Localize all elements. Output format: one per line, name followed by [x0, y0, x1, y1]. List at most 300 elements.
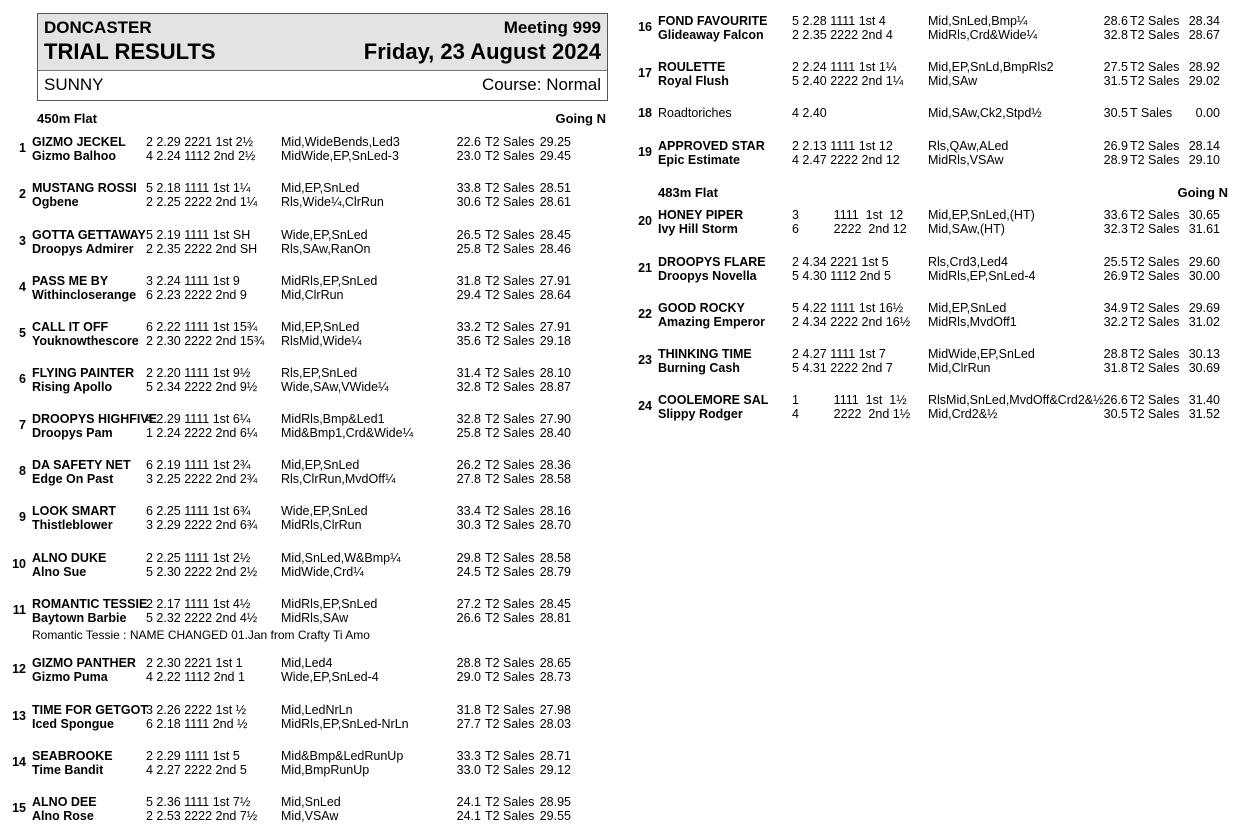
- runner-name: TIME FOR GETGOT: [32, 703, 148, 717]
- trial-type: T2 Sales: [485, 551, 535, 565]
- trial-type: T2 Sales: [1130, 153, 1180, 167]
- runner-name: Gizmo Puma: [32, 670, 108, 684]
- race-number: 5: [19, 326, 26, 340]
- race-comment: Mid,SnLed,Bmp¼: [928, 14, 1028, 28]
- trial-type: T2 Sales: [485, 366, 535, 380]
- runner-name: Droopys Pam: [32, 426, 113, 440]
- trap-time-data: 2 2.13 1111 1st 12: [792, 139, 893, 153]
- trial-type: T2 Sales: [485, 703, 535, 717]
- trial-type: T2 Sales: [485, 717, 535, 731]
- race-number: 6: [19, 372, 26, 386]
- race-comment: Mid,Crd2&½: [928, 407, 998, 421]
- runner-name: CALL IT OFF: [32, 320, 109, 334]
- race-number: 22: [638, 307, 652, 321]
- race-number: 8: [19, 464, 26, 478]
- race-comment: Rls,QAw,ALed: [928, 139, 1009, 153]
- run-time: 28.58: [539, 472, 571, 486]
- trap-time-data: 4 2.40: [792, 106, 827, 120]
- runner-name: Youknowthescore: [32, 334, 139, 348]
- runner-name: Epic Estimate: [658, 153, 740, 167]
- trap-time-data: 5 2.19 1111 1st SH: [146, 228, 251, 242]
- trap-time-data: 2 2.53 2222 2nd 7½: [146, 809, 258, 823]
- run-time: 28.65: [539, 656, 571, 670]
- race-comment: MidRls,VSAw: [928, 153, 1004, 167]
- race-number: 7: [19, 418, 26, 432]
- section-going: Going N: [1177, 185, 1228, 200]
- sectional-time: 29.0: [456, 670, 481, 684]
- trap-time-data: 2 2.25 1111 1st 2½: [146, 551, 251, 565]
- section-483m-header: [658, 185, 1228, 201]
- sectional-time: 30.6: [456, 195, 481, 209]
- trap-time-data: 4 2.27 2222 2nd 5: [146, 763, 247, 777]
- sectional-time: 32.3: [1103, 222, 1128, 236]
- trial-type: T2 Sales: [485, 426, 535, 440]
- sectional-time: 33.2: [456, 320, 481, 334]
- runner-name: Edge On Past: [32, 472, 114, 486]
- run-time: 28.10: [539, 366, 571, 380]
- race-comment: Mid,SAw,(HT): [928, 222, 1005, 236]
- run-time: 30.13: [1188, 347, 1220, 361]
- sectional-time: 25.8: [456, 426, 481, 440]
- run-time: 31.61: [1188, 222, 1220, 236]
- trap-time-data: 3 2.24 1111 1st 9: [146, 274, 240, 288]
- header-title-band: [38, 14, 607, 71]
- weather: SUNNY: [44, 75, 104, 94]
- race-comment: Mid,SAw,Ck2,Stpd½: [928, 106, 1042, 120]
- run-time: 28.95: [539, 795, 571, 809]
- trial-type: T2 Sales: [485, 228, 535, 242]
- trap-time-data: 5 4.22 1111 1st 16½: [792, 301, 904, 315]
- runner-name: Baytown Barbie: [32, 611, 127, 625]
- race-comment: Mid,SnLed,W&Bmp¼: [281, 551, 401, 565]
- trap-time-data: 6 2222 2nd 12: [792, 222, 907, 236]
- race-comment: Rls,Crd3,Led4: [928, 255, 1008, 269]
- run-time: 31.52: [1188, 407, 1220, 421]
- sectional-time: 28.6: [1103, 14, 1128, 28]
- trial-type: T2 Sales: [485, 763, 535, 777]
- run-time: 29.10: [1188, 153, 1220, 167]
- trial-type: T2 Sales: [485, 149, 535, 163]
- runner-name: PASS ME BY: [32, 274, 109, 288]
- trap-time-data: 5 4.31 2222 2nd 7: [792, 361, 893, 375]
- section-450m-header: [37, 111, 606, 127]
- trap-time-data: 2 2.24 1111 1st 1¼: [792, 60, 897, 74]
- sectional-time: 27.2: [456, 597, 481, 611]
- runner-name: ALNO DUKE: [32, 551, 107, 565]
- sectional-time: 22.6: [456, 135, 481, 149]
- runner-name: Ivy Hill Storm: [658, 222, 738, 236]
- sectional-time: 24.1: [456, 795, 481, 809]
- run-time: 28.61: [539, 195, 571, 209]
- name-change-note: Romantic Tessie : NAME CHANGED 01.Jan from Crafty Ti Amo: [32, 628, 370, 642]
- run-time: 28.51: [539, 181, 571, 195]
- results-header: [37, 13, 608, 101]
- race-number: 13: [12, 709, 26, 723]
- race-comment: MidWide,EP,SnLed: [928, 347, 1035, 361]
- race-number: 3: [19, 234, 26, 248]
- race-comment: MidRls,Crd&Wide¼: [928, 28, 1038, 42]
- runner-name: LOOK SMART: [32, 504, 117, 518]
- trial-type: T2 Sales: [485, 242, 535, 256]
- race-comment: MidWide,EP,SnLed-3: [281, 149, 399, 163]
- trap-time-data: 5 2.28 1111 1st 4: [792, 14, 886, 28]
- race-comment: Mid,EP,SnLed: [928, 301, 1007, 315]
- run-time: 27.98: [539, 703, 571, 717]
- trap-time-data: 4 2.47 2222 2nd 12: [792, 153, 900, 167]
- trap-time-data: 6 2.23 2222 2nd 9: [146, 288, 247, 302]
- race-number: 24: [638, 399, 652, 413]
- runner-name: MUSTANG ROSSI: [32, 181, 137, 195]
- race-comment: Rls,EP,SnLed: [281, 366, 358, 380]
- race-comment: Mid,SnLed: [281, 795, 341, 809]
- trap-time-data: 2 2.35 2222 2nd 4: [792, 28, 893, 42]
- run-time: 28.40: [539, 426, 571, 440]
- sectional-time: 31.5: [1103, 74, 1128, 88]
- race-comment: Mid,VSAw: [281, 809, 339, 823]
- run-time: 27.90: [539, 412, 571, 426]
- runner-name: FLYING PAINTER: [32, 366, 135, 380]
- sectional-time: 27.8: [456, 472, 481, 486]
- race-number: 14: [12, 755, 26, 769]
- trial-type: T2 Sales: [485, 458, 535, 472]
- race-number: 1: [19, 141, 26, 155]
- run-time: 27.91: [539, 274, 571, 288]
- trap-time-data: 6 2.22 1111 1st 15¾: [146, 320, 258, 334]
- run-time: 28.92: [1188, 60, 1220, 74]
- runner-name: FOND FAVOURITE: [658, 14, 768, 28]
- runner-name: Burning Cash: [658, 361, 740, 375]
- run-time: 28.81: [539, 611, 571, 625]
- race-number: 4: [19, 280, 26, 294]
- run-time: 30.00: [1188, 269, 1220, 283]
- race-comment: MidRls,EP,SnLed-NrLn: [281, 717, 409, 731]
- run-time: 29.55: [539, 809, 571, 823]
- runner-name: COOLEMORE SAL: [658, 393, 769, 407]
- trial-type: T2 Sales: [485, 380, 535, 394]
- runner-name: APPROVED STAR: [658, 139, 765, 153]
- trap-time-data: 2 2.35 2222 2nd SH: [146, 242, 258, 256]
- trial-type: T2 Sales: [485, 181, 535, 195]
- trap-time-data: 5 2.36 1111 1st 7½: [146, 795, 251, 809]
- trial-type: T2 Sales: [485, 195, 535, 209]
- race-comment: MidRls,Bmp&Led1: [281, 412, 385, 426]
- trial-type: T2 Sales: [485, 611, 535, 625]
- trap-time-data: 2 4.27 1111 1st 7: [792, 347, 886, 361]
- runner-name: Thistleblower: [32, 518, 113, 532]
- trap-time-data: 3 1111 1st 12: [792, 208, 904, 222]
- run-time: 31.02: [1188, 315, 1220, 329]
- sectional-time: 33.3: [456, 749, 481, 763]
- sectional-time: 30.5: [1103, 106, 1128, 120]
- trial-type: T2 Sales: [1130, 60, 1180, 74]
- runner-name: THINKING TIME: [658, 347, 752, 361]
- race-number: 12: [12, 662, 26, 676]
- trap-time-data: 6 2.25 1111 1st 6¾: [146, 504, 251, 518]
- sectional-time: 32.8: [1103, 28, 1128, 42]
- trial-type: T2 Sales: [485, 795, 535, 809]
- sectional-time: 24.1: [456, 809, 481, 823]
- race-comment: Mid,EP,SnLed: [281, 181, 360, 195]
- trap-time-data: 5 2.18 1111 1st 1¼: [146, 181, 251, 195]
- runner-name: GIZMO PANTHER: [32, 656, 136, 670]
- trial-type: T2 Sales: [485, 135, 535, 149]
- runner-name: ROMANTIC TESSIE: [32, 597, 148, 611]
- trap-time-data: 2 4.34 2221 1st 5: [792, 255, 889, 269]
- run-time: 29.02: [1188, 74, 1220, 88]
- trial-type: T Sales: [1130, 106, 1173, 120]
- trial-type: T2 Sales: [1130, 28, 1180, 42]
- runner-name: Droopys Admirer: [32, 242, 134, 256]
- race-comment: RlsMid,SnLed,MvdOff&Crd2&½26.6: [928, 393, 1128, 407]
- runner-name: Royal Flush: [658, 74, 729, 88]
- sectional-time: 27.5: [1103, 60, 1128, 74]
- sectional-time: 30.5: [1103, 407, 1128, 421]
- sectional-time: 34.9: [1103, 301, 1128, 315]
- run-time: 31.40: [1188, 393, 1220, 407]
- race-comment: Mid,BmpRunUp: [281, 763, 370, 777]
- runner-name: GIZMO JECKEL: [32, 135, 126, 149]
- sectional-time: 31.4: [456, 366, 481, 380]
- sectional-time: 35.6: [456, 334, 481, 348]
- trial-type: T2 Sales: [485, 320, 535, 334]
- runner-name: GOTTA GETTAWAY: [32, 228, 146, 242]
- sectional-time: 23.0: [456, 149, 481, 163]
- run-time: 29.18: [539, 334, 571, 348]
- trial-type: T2 Sales: [485, 334, 535, 348]
- runner-name: Time Bandit: [32, 763, 104, 777]
- trial-type: T2 Sales: [1130, 222, 1180, 236]
- course-condition: Course: Normal: [481, 75, 601, 94]
- trap-time-data: 1 1111 1st 1½: [792, 393, 907, 407]
- race-comment: Wide,EP,SnLed: [281, 228, 368, 242]
- section-title: 483m Flat: [658, 185, 718, 200]
- run-time: 28.45: [539, 597, 571, 611]
- runner-name: Alno Rose: [32, 809, 94, 823]
- section-going: Going N: [555, 111, 606, 126]
- sectional-time: 26.9: [1103, 139, 1128, 153]
- run-time: 29.45: [539, 149, 571, 163]
- sectional-time: 31.8: [456, 274, 481, 288]
- sectional-time: 25.8: [456, 242, 481, 256]
- sectional-time: 31.8: [1103, 361, 1128, 375]
- trial-type: T2 Sales: [485, 597, 535, 611]
- trap-time-data: 2 4.34 2222 2nd 16½: [792, 315, 911, 329]
- runner-name: Droopys Novella: [658, 269, 757, 283]
- runner-name: Glideaway Falcon: [658, 28, 764, 42]
- run-time: 28.46: [539, 242, 571, 256]
- run-time: 28.58: [539, 551, 571, 565]
- trap-time-data: 5 4.30 1112 2nd 5: [792, 269, 891, 283]
- sectional-time: 29.4: [456, 288, 481, 302]
- trap-time-data: 4 2.24 1112 2nd 2½: [146, 149, 256, 163]
- run-time: 28.03: [539, 717, 571, 731]
- run-time: 30.65: [1188, 208, 1220, 222]
- trap-time-data: 2 2.29 1111 1st 5: [146, 749, 240, 763]
- runner-name: Rising Apollo: [32, 380, 113, 394]
- trial-type: T2 Sales: [485, 749, 535, 763]
- trial-type: T2 Sales: [1130, 361, 1180, 375]
- trap-time-data: 1 2.24 2222 2nd 6¼: [146, 426, 258, 440]
- trial-type: T2 Sales: [1130, 347, 1180, 361]
- section-title: 450m Flat: [37, 111, 97, 126]
- sectional-time: 26.6: [456, 611, 481, 625]
- sectional-time: 28.9: [1103, 153, 1128, 167]
- race-comment: Rls,ClrRun,MvdOff¼: [281, 472, 396, 486]
- trap-time-data: 5 2.32 2222 2nd 4½: [146, 611, 258, 625]
- trap-time-data: 6 2.19 1111 1st 2¾: [146, 458, 251, 472]
- sectional-time: 30.3: [456, 518, 481, 532]
- runner-name: DROOPYS FLARE: [658, 255, 766, 269]
- race-number: 17: [638, 66, 652, 80]
- trap-time-data: 2 2.25 2222 2nd 1¼: [146, 195, 258, 209]
- trap-time-data: 2 2.30 2222 2nd 15¾: [146, 334, 265, 348]
- trap-time-data: 4 2222 2nd 1½: [792, 407, 911, 421]
- trial-type: T2 Sales: [1130, 74, 1180, 88]
- run-time: 28.34: [1188, 14, 1220, 28]
- trial-type: T2 Sales: [485, 472, 535, 486]
- run-time: 29.12: [539, 763, 571, 777]
- runner-name: Roadtoriches: [658, 106, 732, 120]
- trap-time-data: 3 2.29 2222 2nd 6¾: [146, 518, 258, 532]
- trial-type: T2 Sales: [1130, 14, 1180, 28]
- sectional-time: 27.7: [456, 717, 481, 731]
- trial-type: T2 Sales: [1130, 301, 1180, 315]
- race-comment: Mid,SAw: [928, 74, 978, 88]
- race-number: 2: [19, 187, 26, 201]
- runner-name: DROOPYS HIGHFIVE: [32, 412, 158, 426]
- run-time: 0.00: [1195, 106, 1220, 120]
- trap-time-data: 2 2.20 1111 1st 9½: [146, 366, 251, 380]
- sectional-time: 33.6: [1103, 208, 1128, 222]
- trap-time-data: 2 2.30 2221 1st 1: [146, 656, 243, 670]
- trial-type: T2 Sales: [1130, 139, 1180, 153]
- runner-name: Iced Spongue: [32, 717, 114, 731]
- trial-type: T2 Sales: [485, 809, 535, 823]
- run-time: 28.79: [539, 565, 571, 579]
- run-time: 28.14: [1188, 139, 1220, 153]
- trial-type: T2 Sales: [1130, 393, 1180, 407]
- trial-type: T2 Sales: [1130, 255, 1180, 269]
- meeting-number: Meeting 999: [503, 18, 601, 37]
- race-comment: Mid,EP,SnLed,(HT): [928, 208, 1035, 222]
- trap-time-data: 4 2.29 1111 1st 6¼: [146, 412, 251, 426]
- race-number: 19: [638, 145, 652, 159]
- trap-time-data: 3 2.25 2222 2nd 2¾: [146, 472, 258, 486]
- run-time: 28.67: [1188, 28, 1220, 42]
- trap-time-data: 5 2.34 2222 2nd 9½: [146, 380, 258, 394]
- trial-type: T2 Sales: [485, 565, 535, 579]
- runner-name: Gizmo Balhoo: [32, 149, 117, 163]
- race-number: 9: [19, 510, 26, 524]
- runner-name: Slippy Rodger: [658, 407, 743, 421]
- race-comment: Mid,EP,SnLd,BmpRls2: [928, 60, 1054, 74]
- race-comment: MidRls,EP,SnLed: [281, 274, 378, 288]
- race-comment: Wide,SAw,VWide¼: [281, 380, 389, 394]
- venue-name: DONCASTER: [44, 18, 152, 37]
- sectional-time: 28.8: [456, 656, 481, 670]
- race-number: 10: [12, 557, 26, 571]
- sectional-time: 26.9: [1103, 269, 1128, 283]
- race-number: 20: [638, 214, 652, 228]
- trap-time-data: 2 2.17 1111 1st 4½: [146, 597, 251, 611]
- trial-type: T2 Sales: [485, 288, 535, 302]
- race-comment: MidRls,ClrRun: [281, 518, 362, 532]
- race-comment: Wide,EP,SnLed-4: [281, 670, 379, 684]
- race-comment: MidRls,EP,SnLed: [281, 597, 378, 611]
- sectional-time: 32.2: [1103, 315, 1128, 329]
- run-time: 29.25: [539, 135, 571, 149]
- runner-name: Amazing Emperor: [658, 315, 765, 329]
- runner-name: HONEY PIPER: [658, 208, 744, 222]
- trial-type: T2 Sales: [485, 670, 535, 684]
- sectional-time: 33.4: [456, 504, 481, 518]
- sectional-time: 28.8: [1103, 347, 1128, 361]
- run-time: 30.69: [1188, 361, 1220, 375]
- race-number: 15: [12, 801, 26, 815]
- race-comment: MidRls,EP,SnLed-4: [928, 269, 1036, 283]
- trap-time-data: 4 2.22 1112 2nd 1: [146, 670, 245, 684]
- trap-time-data: 5 2.40 2222 2nd 1¼: [792, 74, 904, 88]
- sectional-time: 26.5: [456, 228, 481, 242]
- trial-type: T2 Sales: [1130, 315, 1180, 329]
- run-time: 28.70: [539, 518, 571, 532]
- sectional-time: 32.8: [456, 380, 481, 394]
- race-comment: Mid,Led4: [281, 656, 333, 670]
- trial-type: T2 Sales: [485, 504, 535, 518]
- race-comment: Mid,EP,SnLed: [281, 458, 360, 472]
- run-time: 28.87: [539, 380, 571, 394]
- runner-name: Ogbene: [32, 195, 79, 209]
- sectional-time: 24.5: [456, 565, 481, 579]
- run-time: 28.45: [539, 228, 571, 242]
- race-comment: Mid,ClrRun: [928, 361, 991, 375]
- sectional-time: 33.8: [456, 181, 481, 195]
- race-comment: MidRls,MvdOff1: [928, 315, 1017, 329]
- trial-type: T2 Sales: [485, 274, 535, 288]
- sectional-time: 32.8: [456, 412, 481, 426]
- runner-name: Alno Sue: [32, 565, 87, 579]
- race-number: 21: [638, 261, 652, 275]
- runner-name: GOOD ROCKY: [658, 301, 745, 315]
- trial-type: T2 Sales: [1130, 407, 1180, 421]
- race-comment: Mid&Bmp1,Crd&Wide¼: [281, 426, 413, 440]
- race-number: 11: [12, 603, 26, 617]
- meeting-date: Friday, 23 August 2024: [363, 39, 601, 64]
- runner-name: SEABROOKE: [32, 749, 113, 763]
- trap-time-data: 3 2.26 2222 1st ½: [146, 703, 247, 717]
- race-comment: Mid,WideBends,Led3: [281, 135, 400, 149]
- trial-type: T2 Sales: [485, 412, 535, 426]
- race-comment: RlsMid,Wide¼: [281, 334, 362, 348]
- trial-type: T2 Sales: [485, 518, 535, 532]
- sectional-time: 31.8: [456, 703, 481, 717]
- trial-type: T2 Sales: [485, 656, 535, 670]
- trial-type: T2 Sales: [1130, 269, 1180, 283]
- trap-time-data: 6 2.18 1111 2nd ½: [146, 717, 248, 731]
- race-comment: Rls,SAw,RanOn: [281, 242, 371, 256]
- race-comment: Mid,EP,SnLed: [281, 320, 360, 334]
- race-comment: Wide,EP,SnLed: [281, 504, 368, 518]
- runner-name: ALNO DEE: [32, 795, 97, 809]
- race-comment: Mid,LedNrLn: [281, 703, 353, 717]
- sectional-time: 29.8: [456, 551, 481, 565]
- race-comment: MidWide,Crd¼: [281, 565, 364, 579]
- run-time: 28.16: [539, 504, 571, 518]
- trap-time-data: 5 2.30 2222 2nd 2½: [146, 565, 258, 579]
- sectional-time: 25.5: [1103, 255, 1128, 269]
- run-time: 28.71: [539, 749, 571, 763]
- trap-time-data: 2 2.29 2221 1st 2½: [146, 135, 254, 149]
